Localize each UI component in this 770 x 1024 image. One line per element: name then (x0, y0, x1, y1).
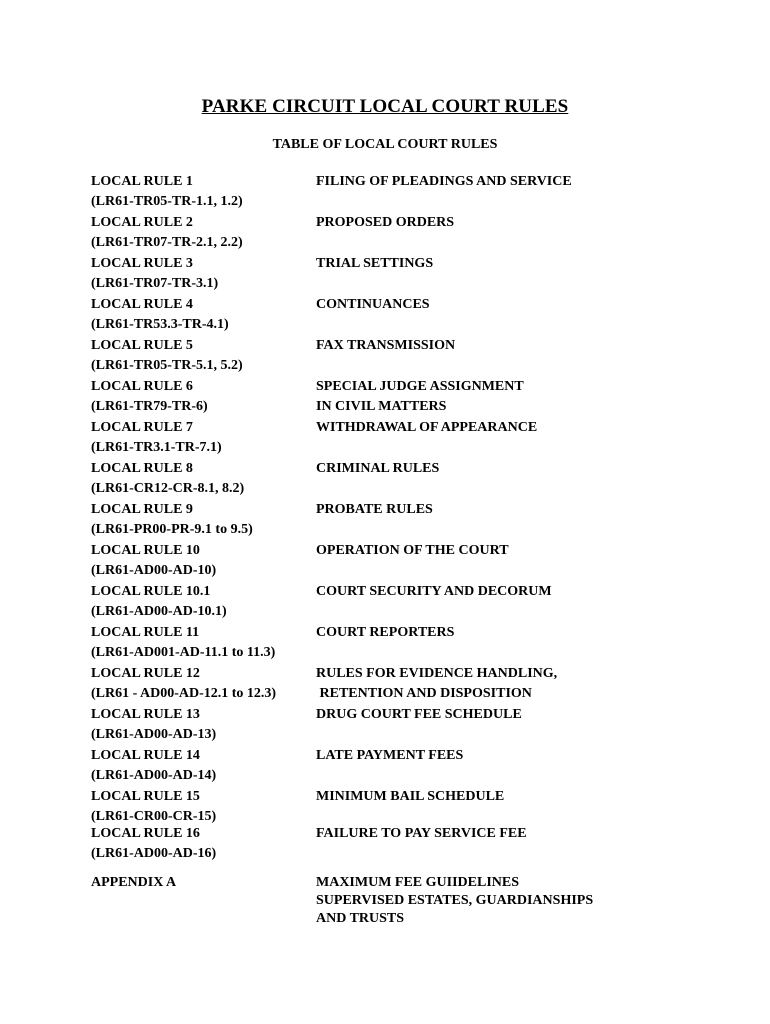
rule-row (91, 623, 651, 664)
rule-code: (LR61-AD00-AD-10.1) (91, 604, 227, 619)
appendix-subject-line: SUPERVISED ESTATES, GUARDIANSHIPS (316, 893, 594, 908)
rule-subject: CONTINUANCES (316, 297, 430, 312)
rule-subject: RULES FOR EVIDENCE HANDLING, (316, 666, 558, 681)
rule-number: LOCAL RULE 5 (91, 338, 193, 353)
rule-code: (LR61-PR00-PR-9.1 to 9.5) (91, 522, 253, 537)
rule-subject: COURT SECURITY AND DECORUM (316, 584, 552, 599)
rule-number: LOCAL RULE 6 (91, 379, 193, 394)
rule-number: LOCAL RULE 3 (91, 256, 193, 271)
rule-subject: OPERATION OF THE COURT (316, 543, 509, 558)
rule-number: LOCAL RULE 11 (91, 625, 200, 640)
rule-number: LOCAL RULE 1 (91, 174, 193, 189)
rule-code: (LR61-TR53.3-TR-4.1) (91, 317, 229, 332)
rule-number: LOCAL RULE 8 (91, 461, 193, 476)
rule-row (91, 336, 651, 377)
rule-code: (LR61-TR3.1-TR-7.1) (91, 440, 222, 455)
rule-subject: FILING OF PLEADINGS AND SERVICE (316, 174, 572, 189)
rule-number: LOCAL RULE 13 (91, 707, 200, 722)
rule-row (91, 377, 651, 418)
rule-subject-continued: RETENTION AND DISPOSITION (316, 686, 532, 701)
rule-code: (LR61-AD001-AD-11.1 to 11.3) (91, 645, 276, 660)
rule-number: LOCAL RULE 2 (91, 215, 193, 230)
rule-number: LOCAL RULE 7 (91, 420, 193, 435)
page-title: PARKE CIRCUIT LOCAL COURT RULES (201, 96, 569, 117)
rule-subject: LATE PAYMENT FEES (316, 748, 464, 763)
rule-number: LOCAL RULE 12 (91, 666, 200, 681)
rule-row (91, 172, 651, 213)
rule-code: (LR61-CR12-CR-8.1, 8.2) (91, 481, 245, 496)
rule-subject: MINIMUM BAIL SCHEDULE (316, 789, 505, 804)
rule-number: LOCAL RULE 9 (91, 502, 193, 517)
rule-row (91, 541, 651, 582)
rule-row (91, 500, 651, 541)
rule-row (91, 295, 651, 336)
appendix-subject-line: MAXIMUM FEE GUIIDELINES (316, 875, 520, 890)
rule-row (91, 824, 651, 861)
rule-subject: SPECIAL JUDGE ASSIGNMENT (316, 379, 524, 394)
rule-subject: WITHDRAWAL OF APPEARANCE (316, 420, 538, 435)
rule-number: LOCAL RULE 10.1 (91, 584, 211, 599)
rule-subject: DRUG COURT FEE SCHEDULE (316, 707, 522, 722)
rule-subject-continued: IN CIVIL MATTERS (316, 399, 447, 414)
rule-number: LOCAL RULE 15 (91, 789, 200, 804)
rule-code: (LR61-TR05-TR-1.1, 1.2) (91, 194, 243, 209)
rule-subject: CRIMINAL RULES (316, 461, 440, 476)
rule-number: LOCAL RULE 16 (91, 826, 200, 841)
rule-subject: COURT REPORTERS (316, 625, 455, 640)
rule-code: (LR61-TR07-TR-2.1, 2.2) (91, 235, 243, 250)
rule-subject: PROPOSED ORDERS (316, 215, 455, 230)
rule-number: LOCAL RULE 4 (91, 297, 193, 312)
page-subtitle: TABLE OF LOCAL COURT RULES (272, 137, 498, 152)
rule-subject: FAX TRANSMISSION (316, 338, 456, 353)
rule-subject: TRIAL SETTINGS (316, 256, 434, 271)
rule-number: LOCAL RULE 10 (91, 543, 200, 558)
appendix-subject-line: AND TRUSTS (316, 911, 405, 926)
appendix-subject (316, 874, 593, 928)
rule-row (91, 746, 651, 787)
rule-row (91, 418, 651, 459)
rule-subject: PROBATE RULES (316, 502, 433, 517)
rule-number: LOCAL RULE 14 (91, 748, 200, 763)
rule-row (91, 664, 651, 705)
rule-code: (LR61-TR07-TR-3.1) (91, 276, 219, 291)
rule-subject: FAILURE TO PAY SERVICE FEE (316, 826, 527, 841)
rule-code: (LR61-AD00-AD-16) (91, 846, 217, 861)
rule-row (91, 459, 651, 500)
rule-row (91, 213, 651, 254)
rule-code: (LR61-AD00-AD-13) (91, 727, 217, 742)
rule-row (91, 787, 651, 824)
rule-code: (LR61-AD00-AD-10) (91, 563, 217, 578)
rule-code: (LR61-AD00-AD-14) (91, 768, 217, 783)
appendix-label: APPENDIX A (91, 875, 177, 890)
rule-row (91, 254, 651, 295)
rule-code: (LR61-CR00-CR-15) (91, 809, 217, 824)
rule-code: (LR61-TR05-TR-5.1, 5.2) (91, 358, 243, 373)
rule-row (91, 705, 651, 746)
rule-row (91, 582, 651, 623)
rule-code: (LR61 - AD00-AD-12.1 to 12.3) (91, 686, 277, 701)
rule-code: (LR61-TR79-TR-6) (91, 399, 208, 414)
rules-table (91, 172, 651, 926)
